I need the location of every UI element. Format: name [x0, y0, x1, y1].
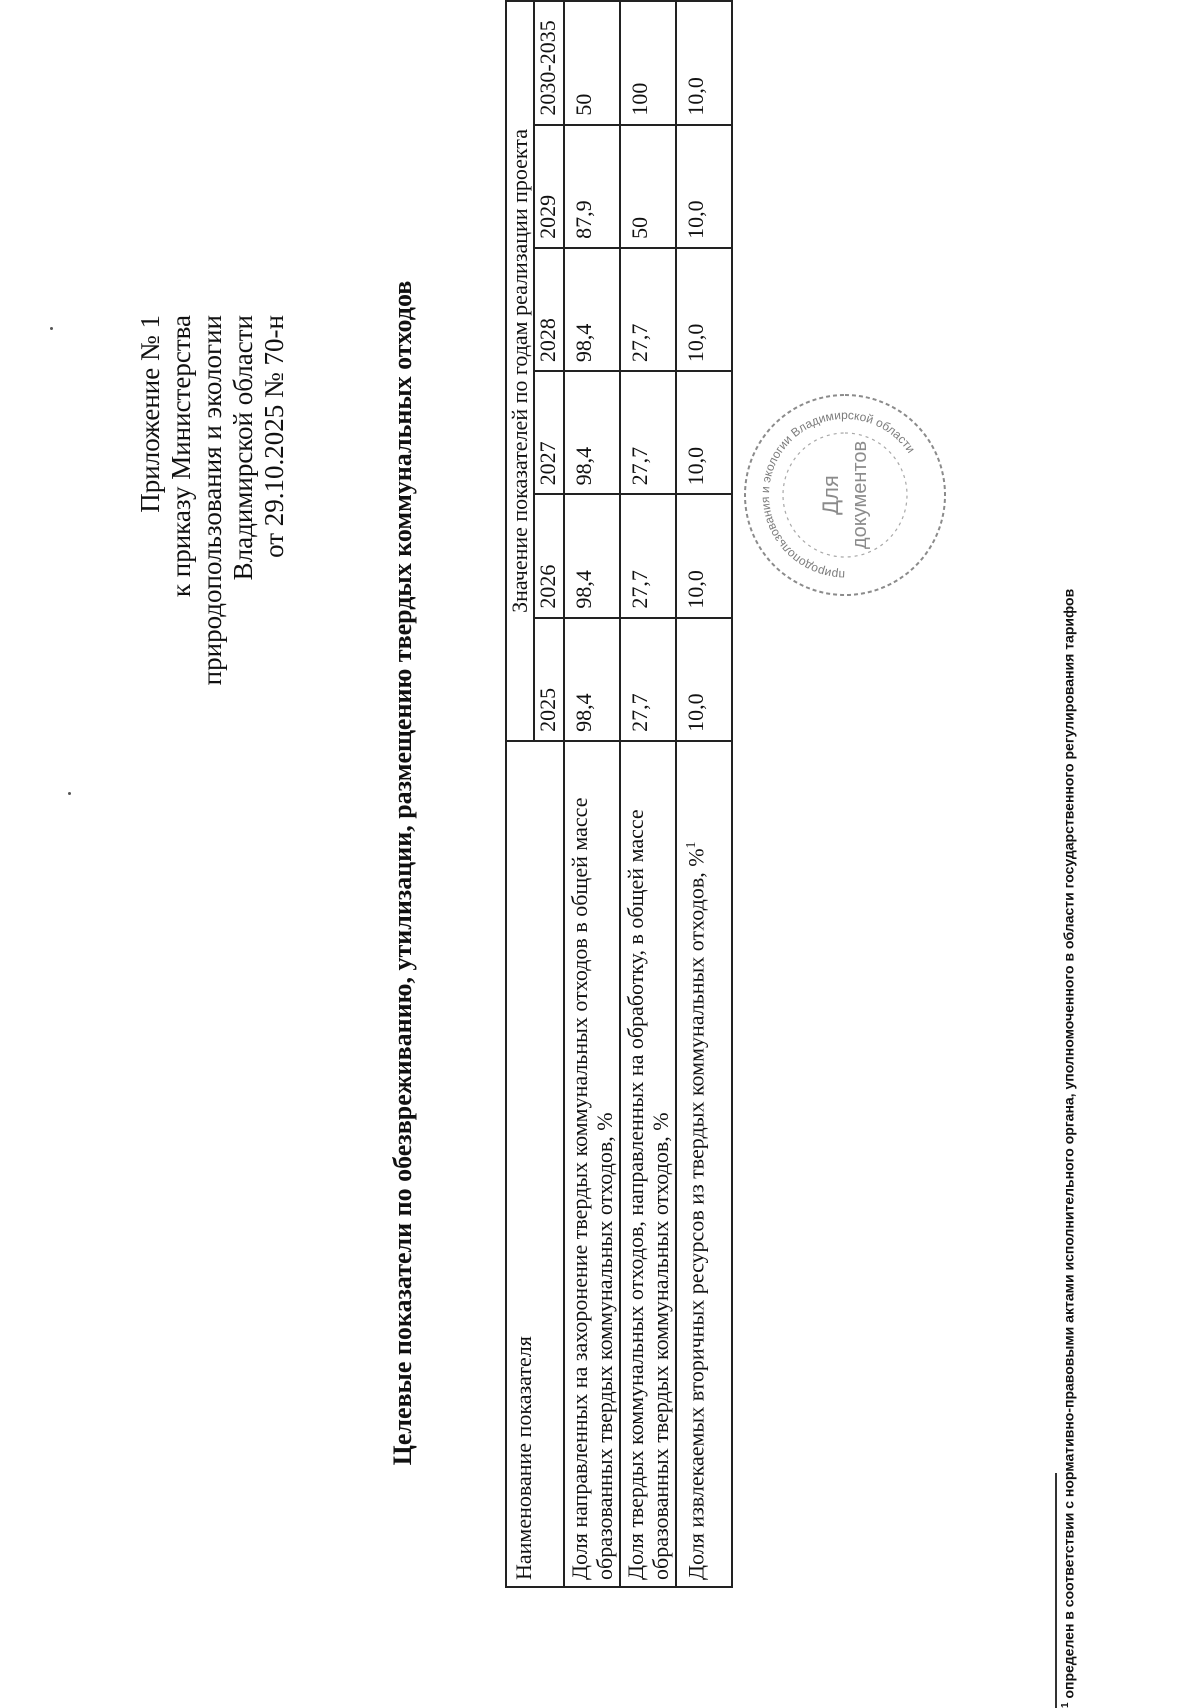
- year-header: 2029: [534, 125, 564, 248]
- stamp-ring-text: природопользования и экологии Владимирской области: [757, 407, 918, 583]
- document-title: Целевые показатели по обезвреживанию, утилизации, размещению твердых коммунальных отходов: [388, 280, 417, 1466]
- appendix-block: [135, 315, 290, 685]
- indicator-name: Доля твердых коммунальных отходов, направленных на обработку, в общей массе образованных твердых коммунальных отходов, %: [620, 741, 676, 1587]
- year-header: 2030-2035: [534, 1, 564, 125]
- stamp-outer-ring: [745, 395, 945, 595]
- official-stamp: [740, 390, 950, 600]
- stamp-center-text: документов: [849, 440, 871, 550]
- table-header-row: [506, 1, 534, 1587]
- table-row: [564, 1, 620, 1587]
- indicator-value: 27,7: [620, 371, 676, 494]
- year-header: 2027: [534, 371, 564, 494]
- indicator-value: 100: [620, 1, 676, 125]
- footnote-mark: 1: [1060, 1702, 1071, 1708]
- indicator-value: 10,0: [676, 618, 732, 741]
- footnote: [1060, 589, 1077, 1708]
- appendix-line: Владимирской области: [228, 315, 258, 581]
- indicator-value: 10,0: [676, 371, 732, 494]
- table-row: [620, 1, 676, 1587]
- appendix-line: Приложение № 1: [135, 315, 165, 513]
- indicator-name: [676, 741, 732, 1587]
- scan-speck: [50, 327, 53, 330]
- table-row: [676, 1, 732, 1587]
- indicator-name: Доля направленных на захоронение твердых коммунальных отходов в общей массе образованных твердых коммунальных отходов, %: [564, 741, 620, 1587]
- year-header: 2025: [534, 618, 564, 741]
- indicator-value: 98,4: [564, 248, 620, 371]
- indicator-value: 10,0: [676, 1, 732, 125]
- indicator-value: 10,0: [676, 125, 732, 248]
- year-header: 2026: [534, 494, 564, 617]
- indicator-value: 10,0: [676, 494, 732, 617]
- indicator-value: 98,4: [564, 494, 620, 617]
- appendix-line: природопользования и экологии: [197, 315, 227, 686]
- stamp-inner-ring: [783, 433, 907, 557]
- stamp-center-text: Для: [818, 475, 843, 515]
- footnote-separator: [1055, 1473, 1057, 1708]
- appendix-line: к приказу Министерства: [166, 315, 196, 598]
- years-group-header: Значение показателей по годам реализации проекта: [506, 1, 534, 741]
- footnote-text: определен в соответствии с нормативно-правовыми актами исполнительного органа, уполномоченного в области государственного регулирования тарифов: [1060, 588, 1077, 1699]
- indicator-value: 50: [620, 125, 676, 248]
- year-header: 2028: [534, 248, 564, 371]
- footnote-reference: 1: [684, 841, 699, 849]
- indicator-value: 87,9: [564, 125, 620, 248]
- indicator-value: 10,0: [676, 248, 732, 371]
- appendix-line: от 29.10.2025 № 70-н: [259, 315, 289, 558]
- indicator-value: 27,7: [620, 618, 676, 741]
- indicators-table: [505, 0, 733, 1588]
- indicator-value: 50: [564, 1, 620, 125]
- indicator-value: 98,4: [564, 618, 620, 741]
- indicator-name-text: Доля извлекаемых вторичных ресурсов из твердых коммунальных отходов, %: [683, 848, 709, 1580]
- indicator-value: 98,4: [564, 371, 620, 494]
- indicator-value: 27,7: [620, 248, 676, 371]
- scan-speck: [68, 792, 71, 795]
- indicator-value: 27,7: [620, 494, 676, 617]
- name-column-header: Наименование показателя: [506, 741, 564, 1587]
